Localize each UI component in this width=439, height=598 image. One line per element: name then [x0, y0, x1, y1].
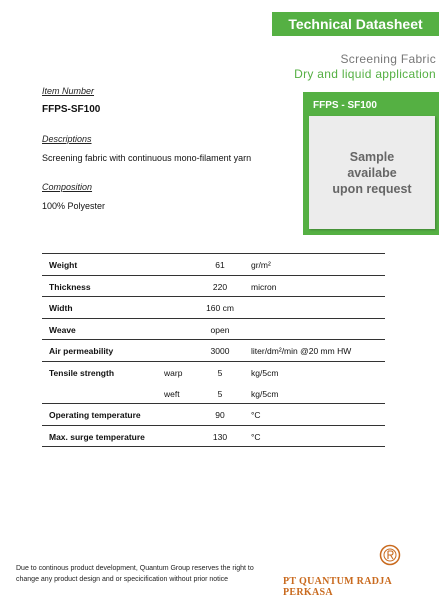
specification-table [42, 253, 385, 447]
composition-value: 100% Polyester [42, 201, 106, 211]
sample-box [303, 92, 439, 235]
sample-line-2: availabe [347, 165, 397, 180]
spec-sub: weft [164, 388, 180, 399]
spec-row [42, 426, 385, 448]
spec-row [42, 319, 385, 341]
spec-unit: micron [251, 281, 277, 292]
spec-value: 90 [215, 410, 225, 421]
sample-box-code: FFPS - SF100 [313, 100, 377, 111]
spec-name: Operating temperature [49, 410, 141, 421]
spec-unit: °C [251, 410, 261, 421]
spec-row [42, 254, 385, 276]
spec-value: 220 [212, 281, 228, 292]
sample-availability-panel [309, 116, 435, 229]
application-subtitle: Dry and liquid application [294, 67, 436, 81]
spec-name: Width [49, 303, 73, 314]
spec-value: 5 [217, 367, 223, 378]
composition-label: Composition [42, 182, 93, 192]
spec-unit: °C [251, 431, 261, 442]
sample-line-3: upon request [332, 181, 412, 196]
disclaimer-line-2: change any product design and or specicification without prior notice [16, 576, 229, 583]
spec-unit: liter/dm²/min @20 mm HW [251, 346, 352, 357]
spec-name: Thickness [49, 281, 91, 292]
disclaimer-line-1: Due to continous product development, Quantum Group reserves the right to [16, 565, 254, 572]
spec-row [42, 362, 385, 383]
item-number-value: FFPS-SF100 [42, 104, 101, 115]
descriptions-value: Screening fabric with continuous mono-filament yarn [42, 153, 252, 163]
spec-value: 160 cm [206, 303, 234, 314]
spec-value: 5 [217, 388, 223, 399]
spec-unit: kg/5cm [251, 367, 279, 378]
spec-value: 130 [212, 431, 228, 442]
product-category: Screening Fabric [340, 52, 436, 66]
item-number-label: Item Number [42, 86, 95, 96]
company-name: PT QUANTUM RADJA PERKASA [283, 576, 392, 598]
spec-sub: warp [164, 367, 183, 378]
spec-unit: kg/5cm [251, 388, 279, 399]
spec-unit: gr/m² [251, 260, 271, 270]
datasheet-title-banner: Technical Datasheet [272, 12, 439, 36]
spec-value: open [210, 324, 230, 335]
spec-name: Tensile strength [49, 367, 115, 378]
qrp-logo-icon [379, 544, 401, 566]
spec-row [42, 276, 385, 298]
descriptions-label: Descriptions [42, 134, 92, 144]
spec-row [42, 297, 385, 319]
spec-row [42, 383, 385, 405]
spec-name: Weight [49, 260, 78, 270]
spec-name: Max. surge temperature [49, 431, 145, 442]
spec-value: 3000 [210, 346, 230, 357]
sample-line-1: Sample [349, 149, 395, 164]
spec-row [42, 404, 385, 426]
spec-value: 61 [215, 260, 225, 270]
disclaimer [16, 563, 254, 585]
spec-name: Air permeability [49, 346, 114, 357]
spec-row [42, 340, 385, 362]
spec-name: Weave [49, 324, 76, 335]
